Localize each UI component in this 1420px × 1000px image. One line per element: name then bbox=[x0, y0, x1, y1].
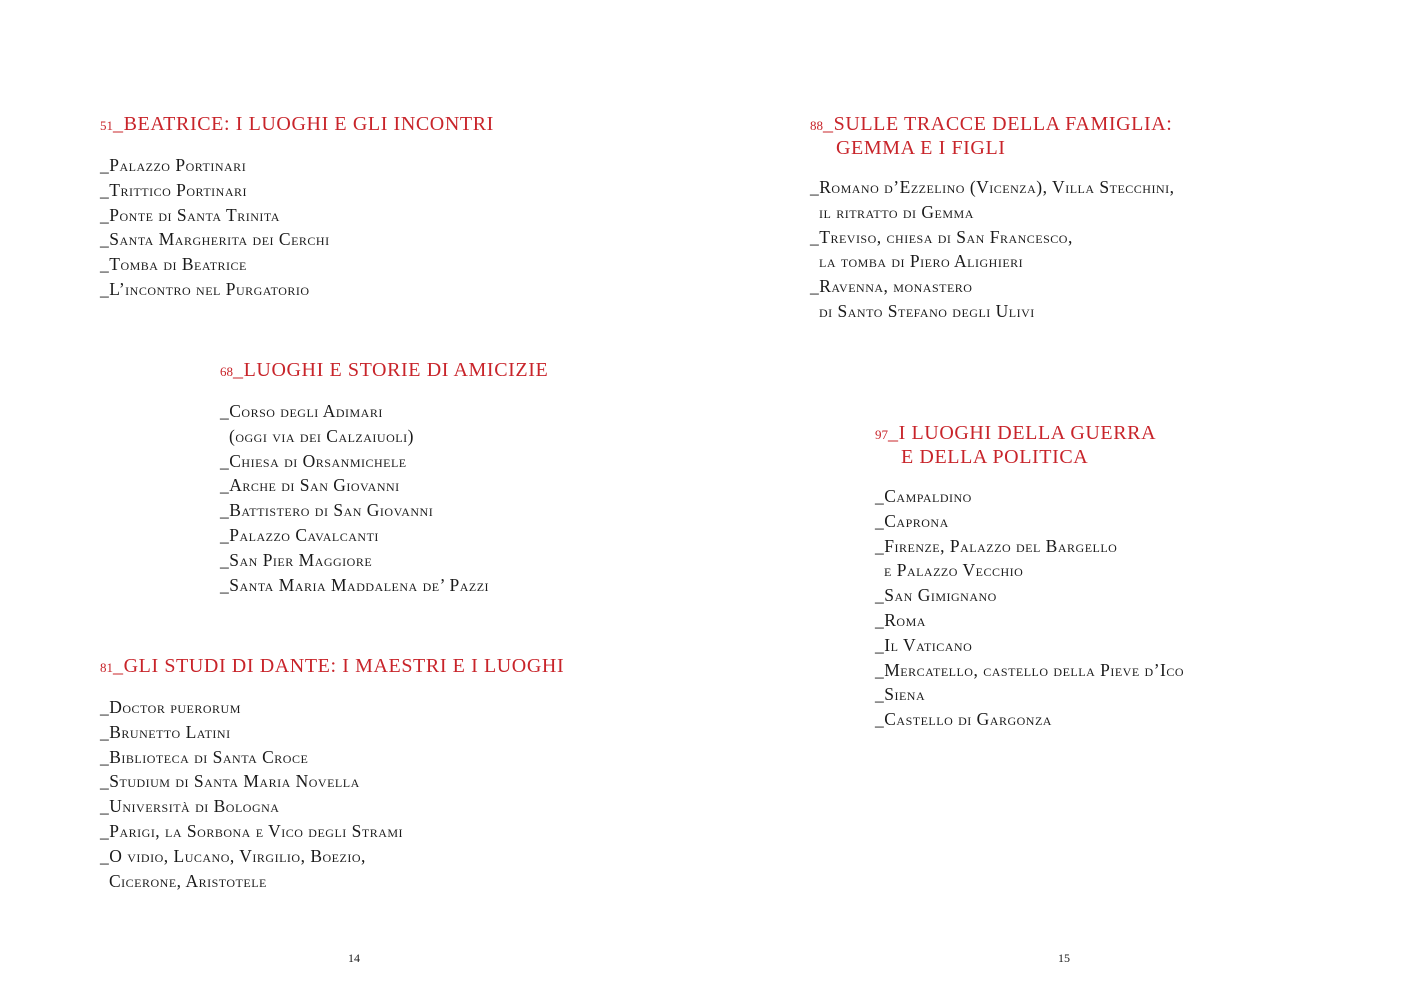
list-item: _Brunetto Latini bbox=[100, 721, 231, 742]
page-number-right: 15 bbox=[1058, 951, 1070, 965]
list-item: _Il Vaticano bbox=[875, 634, 973, 655]
list-item-line: _Firenze, Palazzo del Bargello bbox=[875, 535, 1118, 556]
section-item-list bbox=[100, 695, 564, 893]
section-heading bbox=[100, 655, 564, 679]
section-page-ref: 88 bbox=[810, 118, 823, 133]
section-page-ref: 68 bbox=[220, 364, 233, 379]
list-item-continuation: la tomba di Piero Alighieri bbox=[819, 251, 1024, 272]
section-page-ref: 51 bbox=[100, 118, 113, 133]
section-item-list bbox=[875, 484, 1184, 732]
section-page-ref: 81 bbox=[100, 660, 113, 675]
section-title-line2: GEMMA E I FIGLI bbox=[836, 137, 1006, 159]
list-item: _Università di Bologna bbox=[100, 796, 280, 817]
list-item-continuation: di Santo Stefano degli Ulivi bbox=[819, 300, 1035, 321]
list-item bbox=[875, 534, 1184, 584]
section-heading bbox=[220, 359, 548, 383]
list-item: _San Gimignano bbox=[875, 585, 997, 606]
list-item: _L’incontro nel Purgatorio bbox=[100, 278, 310, 299]
list-item: _Trittico Portinari bbox=[100, 179, 247, 200]
toc-section-famiglia bbox=[810, 113, 1175, 324]
list-item-continuation: Cicerone, Aristotele bbox=[109, 870, 267, 891]
list-item-continuation: e Palazzo Vecchio bbox=[884, 560, 1024, 581]
list-item: _Tomba di Beatrice bbox=[100, 254, 247, 275]
section-title: _BEATRICE: I LUOGHI E GLI INCONTRI bbox=[113, 113, 494, 135]
list-item: _Biblioteca di Santa Croce bbox=[100, 746, 309, 767]
section-item-list bbox=[220, 399, 548, 597]
list-item-line: _O vidio, Lucano, Virgilio, Boezio, bbox=[100, 845, 366, 866]
list-item: _Palazzo Portinari bbox=[100, 155, 247, 175]
list-item: _Chiesa di Orsanmichele bbox=[220, 450, 407, 471]
list-item bbox=[100, 844, 564, 894]
section-title: _LUOGHI E STORIE DI AMICIZIE bbox=[233, 359, 549, 381]
list-item: _Mercatello, castello della Pieve d’Ico bbox=[875, 659, 1185, 680]
toc-section-guerra bbox=[875, 422, 1184, 732]
list-item-line: _Treviso, chiesa di San Francesco, bbox=[810, 226, 1073, 247]
list-item: _San Pier Maggiore bbox=[220, 549, 373, 570]
section-title: _SULLE TRACCE DELLA FAMIGLIA: bbox=[823, 113, 1173, 135]
section-heading bbox=[100, 113, 494, 137]
list-item bbox=[810, 225, 1175, 275]
list-item: _Battistero di San Giovanni bbox=[220, 500, 434, 521]
list-item-line: _Corso degli Adimari bbox=[220, 401, 383, 421]
list-item: _Santa Maria Maddalena de’ Pazzi bbox=[220, 574, 490, 595]
list-item: _Siena bbox=[875, 684, 926, 705]
section-page-ref: 97 bbox=[875, 427, 888, 442]
section-heading bbox=[810, 113, 1175, 159]
section-title-line2: E DELLA POLITICA bbox=[901, 446, 1089, 468]
section-heading bbox=[875, 422, 1184, 468]
list-item: _Arche di San Giovanni bbox=[220, 475, 400, 496]
section-title: _GLI STUDI DI DANTE: I MAESTRI E I LUOGHI bbox=[113, 655, 565, 677]
toc-section-amicizie bbox=[220, 359, 548, 597]
list-item: _Campaldino bbox=[875, 486, 972, 506]
page-number-left: 14 bbox=[348, 951, 360, 965]
list-item-continuation: il ritratto di Gemma bbox=[819, 201, 974, 222]
section-item-list bbox=[810, 175, 1175, 324]
list-item: _Santa Margherita dei Cerchi bbox=[100, 229, 330, 250]
list-item-line: _Ravenna, monastero bbox=[810, 276, 973, 297]
list-item: _Palazzo Cavalcanti bbox=[220, 524, 379, 545]
list-item: _Castello di Gargonza bbox=[875, 709, 1052, 730]
list-item: _Studium di Santa Maria Novella bbox=[100, 771, 360, 792]
list-item: _Parigi, la Sorbona e Vico degli Strami bbox=[100, 820, 404, 841]
list-item: _Roma bbox=[875, 609, 926, 630]
list-item: _Caprona bbox=[875, 510, 949, 531]
section-title: _I LUOGHI DELLA GUERRA bbox=[888, 422, 1157, 444]
list-item bbox=[810, 175, 1175, 225]
list-item bbox=[220, 399, 548, 449]
list-item-continuation: (oggi via dei Calzaiuoli) bbox=[229, 425, 414, 446]
list-item: _Ponte di Santa Trinita bbox=[100, 204, 280, 225]
list-item: _Doctor puerorum bbox=[100, 697, 241, 717]
list-item bbox=[810, 274, 1175, 324]
toc-section-studi bbox=[100, 655, 564, 893]
toc-section-beatrice bbox=[100, 113, 494, 302]
list-item-line: _Romano d’Ezzelino (Vicenza), Villa Stecchini, bbox=[810, 177, 1175, 197]
section-item-list bbox=[100, 153, 494, 302]
